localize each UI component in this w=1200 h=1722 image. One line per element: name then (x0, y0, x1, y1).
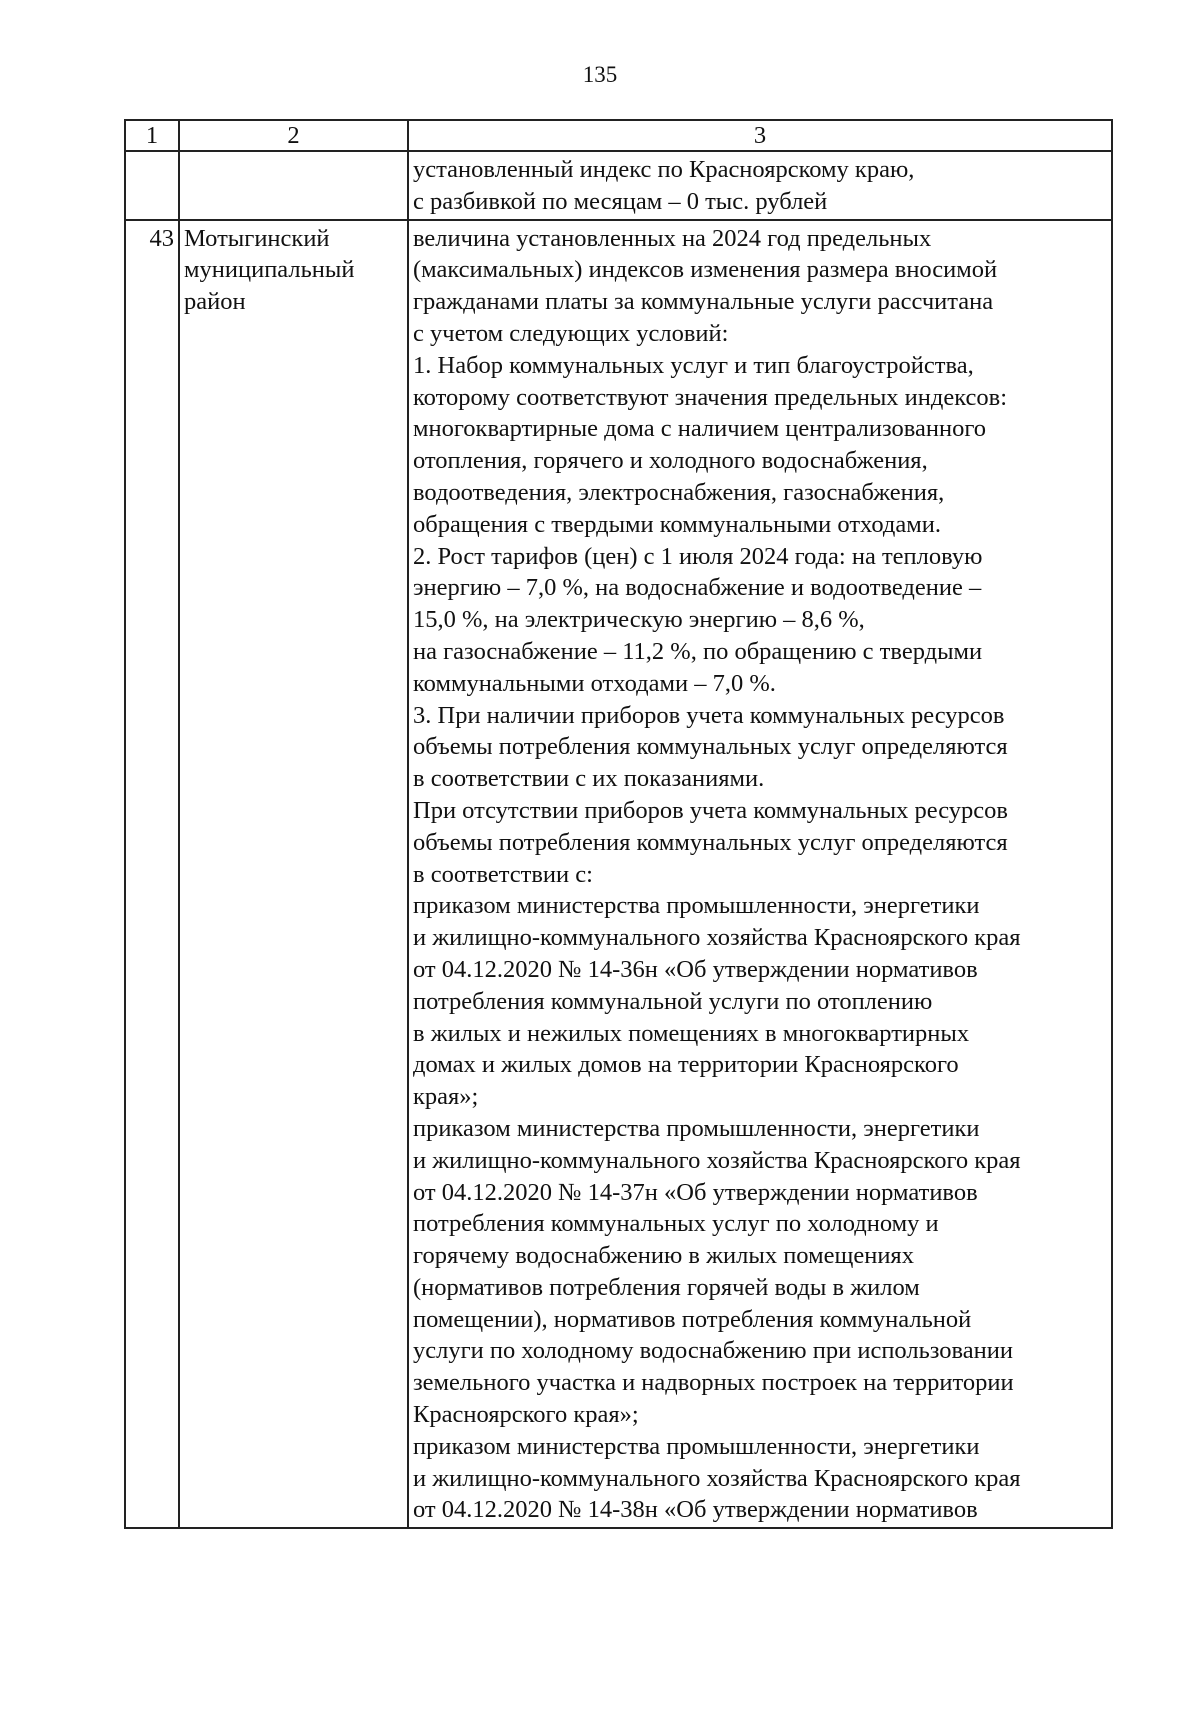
text-line: приказом министерства промышленности, энергетики (413, 892, 980, 920)
text-line: с учетом следующих условий: (413, 319, 729, 347)
column-header-3: 3 (408, 120, 1112, 151)
text-line: Красноярского края»; (413, 1401, 639, 1429)
text-line: земельного участка и надворных построек на территории (413, 1369, 1014, 1397)
text-line: от 04.12.2020 № 14-38н «Об утверждении нормативов (413, 1496, 978, 1524)
municipality-name-line: район (184, 288, 246, 316)
text-line: в соответствии с: (413, 860, 593, 888)
municipality-cell (179, 220, 408, 1529)
text-line: величина установленных на 2024 год предельных (413, 224, 932, 252)
text-line: обращения с твердыми коммунальными отходами. (413, 510, 941, 538)
text-line: в соответствии с их показаниями. (413, 765, 765, 793)
text-line: края»; (413, 1083, 479, 1111)
table-header-row (125, 120, 1112, 151)
text-line: горячему водоснабжению в жилых помещениях (413, 1242, 914, 1270)
description-cell (408, 151, 1112, 220)
text-line: от 04.12.2020 № 14-36н «Об утверждении нормативов (413, 955, 978, 983)
text-line: 1. Набор коммунальных услуг и тип благоустройства, (413, 351, 974, 379)
municipality-name-line: Мотыгинский (184, 224, 330, 252)
text-line: потребления коммунальных услуг по холодному и (413, 1210, 939, 1238)
text-line: 15,0 %, на электрическую энергию – 8,6 %, (413, 606, 865, 634)
text-line: отопления, горячего и холодного водоснабжения, (413, 447, 928, 475)
text-line: и жилищно-коммунального хозяйства Красноярского края (413, 1146, 1021, 1174)
text-line: коммунальными отходами – 7,0 %. (413, 669, 776, 697)
text-line: на газоснабжение – 11,2 %, по обращению с твердыми (413, 637, 983, 665)
text-line: услуги по холодному водоснабжению при использовании (413, 1337, 1013, 1365)
text-line: и жилищно-коммунального хозяйства Красноярского края (413, 924, 1021, 952)
municipality-name-line: муниципальный (184, 256, 355, 284)
text-line: гражданами платы за коммунальные услуги рассчитана (413, 288, 994, 316)
row-number-cell: 43 (125, 220, 179, 1529)
table-row-43 (125, 220, 1112, 1529)
text-line: многоквартирные дома с наличием централизованного (413, 415, 987, 443)
text-line: с разбивкой по месяцам – 0 тыс. рублей (413, 187, 828, 215)
column-header-1: 1 (125, 120, 179, 151)
text-line: (максимальных) индексов изменения размера вносимой (413, 256, 998, 284)
text-line: объемы потребления коммунальных услуг определяются (413, 828, 1008, 856)
text-line: энергию – 7,0 %, на водоснабжение и водоотведение – (413, 574, 982, 602)
row-number-cell (125, 151, 179, 220)
page-number: 135 (582, 62, 618, 87)
text-line: 2. Рост тарифов (цен) с 1 июля 2024 года: на тепловую (413, 542, 983, 570)
text-line: 3. При наличии приборов учета коммунальных ресурсов (413, 701, 1005, 729)
text-line: домах и жилых домов на территории Красноярского (413, 1051, 959, 1079)
municipality-cell (179, 151, 408, 220)
text-line: приказом министерства промышленности, энергетики (413, 1432, 980, 1460)
text-line: объемы потребления коммунальных услуг определяются (413, 733, 1008, 761)
text-line: потребления коммунальной услуги по отоплению (413, 987, 933, 1015)
text-line: которому соответствуют значения предельных индексов: (413, 383, 1008, 411)
text-line: (нормативов потребления горячей воды в жилом (413, 1273, 920, 1301)
text-line: помещении), нормативов потребления коммунальной (413, 1305, 972, 1333)
text-line: приказом министерства промышленности, энергетики (413, 1114, 980, 1142)
column-header-2: 2 (179, 120, 408, 151)
text-line: в жилых и нежилых помещениях в многоквартирных (413, 1019, 970, 1047)
description-cell (408, 220, 1112, 1529)
text-line: и жилищно-коммунального хозяйства Красноярского края (413, 1464, 1021, 1492)
text-line: водоотведения, электроснабжения, газоснабжения, (413, 478, 945, 506)
text-line: от 04.12.2020 № 14-37н «Об утверждении нормативов (413, 1178, 978, 1206)
text-line: установленный индекс по Красноярскому краю, (413, 156, 915, 183)
text-line: При отсутствии приборов учета коммунальных ресурсов (413, 796, 1008, 824)
regulation-table (124, 119, 1113, 1529)
table-row-continuation (125, 151, 1112, 220)
